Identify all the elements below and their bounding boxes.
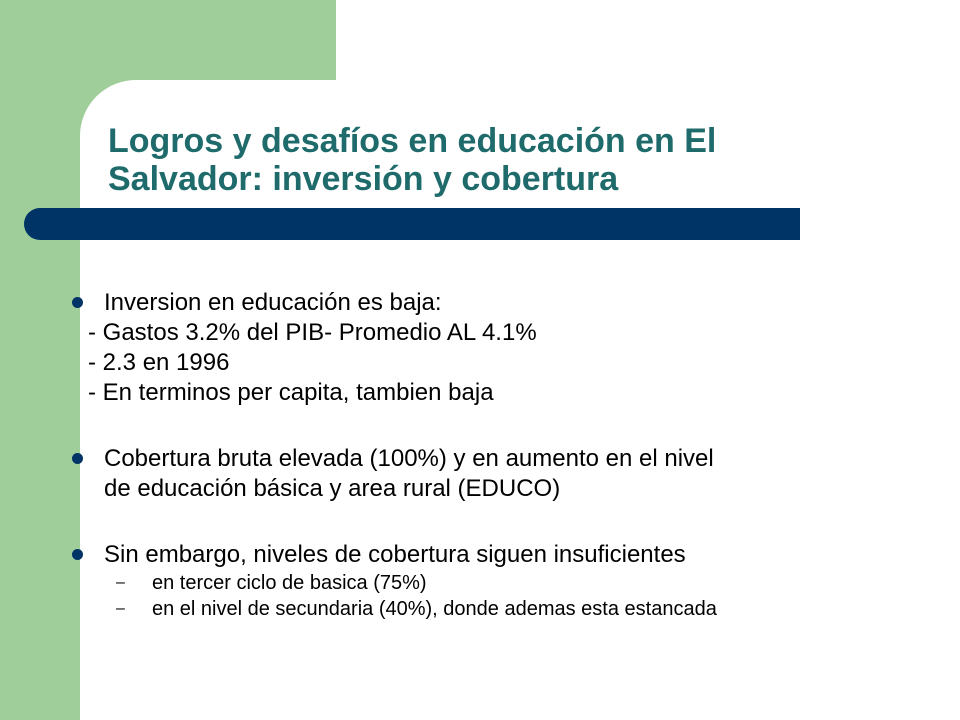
spacer — [70, 408, 950, 444]
bullet-text: Sin embargo, niveles de cobertura siguen insuficientes — [104, 541, 686, 568]
sub-item-1996: - 2.3 en 1996 — [88, 349, 230, 376]
sub-item-gastos: - Gastos 3.2% del PIB- Promedio AL 4.1% — [88, 319, 537, 346]
sub-item-text: en el nivel de secundaria (40%), donde ademas esta estancada — [152, 598, 717, 620]
dash-icon: – — [116, 574, 125, 591]
dash-icon: – — [116, 600, 125, 617]
title-underline-bar — [24, 208, 800, 240]
slide-title-line-1: Logros y desafíos en educación en El — [108, 122, 717, 160]
bullet-inversion — [70, 288, 950, 318]
bullet-text-line-1: Cobertura bruta elevada (100%) y en aumento en el nivel — [104, 445, 714, 472]
slide-body — [70, 288, 950, 622]
sub-item-tercer-ciclo — [70, 570, 950, 596]
slide-title — [108, 122, 928, 198]
bullet-text-line-2: de educación básica y area rural (EDUCO) — [104, 475, 561, 502]
bullet-dot-icon — [72, 549, 83, 560]
slide-title-line-2: Salvador: inversión y cobertura — [108, 160, 619, 198]
bullet-dot-icon — [72, 297, 83, 308]
bullet-dot-icon — [72, 453, 83, 464]
spacer — [70, 504, 950, 540]
sub-item-secundaria — [70, 596, 950, 622]
sub-item-per-capita: - En terminos per capita, tambien baja — [88, 379, 494, 406]
sub-item-text: en tercer ciclo de basica (75%) — [152, 572, 427, 594]
bullet-sin-embargo — [70, 540, 950, 570]
bullet-text: Inversion en educación es baja: — [104, 289, 442, 316]
bullet-cobertura — [70, 444, 950, 504]
